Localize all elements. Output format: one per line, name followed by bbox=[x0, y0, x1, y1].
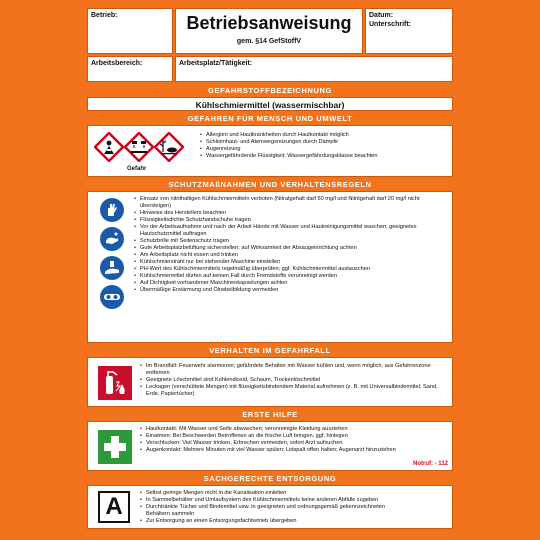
gefahrstoff-panel bbox=[87, 97, 453, 111]
gefahrstoff-name: Kühlschmiermittel (wassermischbar) bbox=[195, 100, 345, 110]
entsorgung-list bbox=[140, 490, 400, 525]
gefahren-panel bbox=[87, 125, 453, 177]
list-item: • PH-Wert des Kühlschmiermittels regelmäßig überprüfen; ggf. Kühlschmiermittel austauschen bbox=[134, 266, 450, 273]
erste-hilfe-list bbox=[140, 426, 450, 454]
health-hazard-icon bbox=[94, 132, 124, 162]
list-item: • Augenkontakt: Mehrere Minuten mit viel Wasser spülen; Lidspalt offen halten; Augenarzt hinzuziehen bbox=[140, 447, 450, 454]
brand-logo: Kroschke bbox=[398, 522, 426, 528]
list-item: • Einsatz von nitrithaltigen Kühlschmiermitteln verboten (Nitratgehalt darf 50 mg/l und Nitritgehalt darf 20 mg/l nicht übersteigen) bbox=[134, 196, 450, 210]
section-gefahren-heading: GEFAHREN FÜR MENSCH UND UMWELT bbox=[87, 113, 453, 124]
page-title: Betriebsanweisung bbox=[186, 13, 352, 33]
list-item: • Schutzbrille mit Seitenschutz tragen bbox=[134, 238, 450, 245]
list-item: • Flüssigkeitsdichte Schutzhandschuhe tragen bbox=[134, 217, 450, 224]
section-gefahrfall-heading: VERHALTEN IM GEFAHRFALL bbox=[87, 345, 453, 356]
gefahrfall-panel bbox=[87, 357, 453, 407]
list-item: • Vor der Arbeitsaufnahme und nach der Arbeit Hände mit Wasser und Hautreinigungsmittel waschen; geeignetes Hautschutzmittel auftragen bbox=[134, 224, 450, 238]
arbeitsplatz-box bbox=[175, 56, 453, 82]
list-item: • Augenreizung bbox=[200, 146, 450, 153]
first-aid-icon bbox=[98, 430, 132, 464]
list-item: • Geeignete Löschmittel sind Kohlendioxid, Schaum, Trockenlöschmittel bbox=[140, 377, 450, 384]
protective-cream-icon bbox=[100, 256, 124, 280]
section-schutz-heading: SCHUTZMAßNAHMEN UND VERHALTENSREGELN bbox=[87, 179, 453, 190]
list-item: • Im Brandfall: Feuerwehr alarmieren; gefährdete Behälter mit Wasser kühlen und, wenn möglich, aus Gefahrenzone entfernen bbox=[140, 363, 450, 377]
list-item: • Allergien und Hautkrankheiten durch Hautkontakt möglich bbox=[200, 132, 450, 139]
datum-box bbox=[365, 8, 453, 54]
betriebsanweisung-sheet bbox=[87, 8, 453, 532]
section-gefahrstoff-heading: GEFAHRSTOFFBEZEICHNUNG bbox=[87, 85, 453, 96]
datum-label: Datum: bbox=[369, 12, 394, 19]
list-item: • In Sammelbehälter und Umlaufsystem des Kühlschmiermittels keine anderen Abfälle zugeben bbox=[140, 497, 400, 504]
schutz-list bbox=[134, 196, 450, 294]
list-item: • Durchtränkte Tücher und Bindemittel usw. in geeigneten und ordnungsgemäß gekennzeichneten Behältern sammeln bbox=[140, 504, 400, 518]
page-subtitle: gem. §14 GefStoffV bbox=[236, 38, 302, 45]
list-item: • Auf Dichtigkeit vorhandener Maschinenkapselungen achten bbox=[134, 280, 450, 287]
list-item: • Leckagen (verschüttete Mengen) mit flüssigkeitsbindendem Material aufnehmen (z. B. mit Universalbindemittel, Sand, Erde, Papiertücher) bbox=[140, 384, 450, 398]
arbeitsbereich-label: Arbeitsbereich: bbox=[91, 60, 143, 67]
safety-goggles-icon bbox=[100, 285, 124, 309]
title-box bbox=[175, 8, 363, 54]
list-item: • Wassergefährdende Flüssigkeit; Wassergefährdungsklasse beachten bbox=[200, 153, 450, 160]
list-item: • Schleimhaut- und Atemwegsreizungen durch Dämpfe bbox=[200, 139, 450, 146]
list-item: • Gute Arbeitsplatzbelüftung sicherstellen; auf Wirksamkeit der Absaugeinrichtung achten bbox=[134, 245, 450, 252]
list-item: • Selbst geringe Mengen nicht in die Kanalisation einleiten bbox=[140, 490, 400, 497]
schutz-panel bbox=[87, 191, 453, 343]
list-item: • Übermäßige Erwärmung und Ölnebelbildung vermeiden bbox=[134, 287, 450, 294]
hand-wash-icon bbox=[100, 227, 124, 251]
erste-hilfe-panel bbox=[87, 421, 453, 471]
environment-hazard-icon bbox=[154, 132, 184, 162]
list-item: • Hinweise des Herstellers beachten bbox=[134, 210, 450, 217]
betrieb-box bbox=[87, 8, 173, 54]
list-item: • Hautkontakt: Mit Wasser und Seife abwaschen; verunreinigte Kleidung ausziehen bbox=[140, 426, 450, 433]
section-erste-hilfe-heading: ERSTE HILFE bbox=[87, 409, 453, 420]
corrosive-icon bbox=[124, 132, 154, 162]
gefahren-list bbox=[200, 132, 450, 160]
list-item: • Am Arbeitsplatz nicht essen und trinken bbox=[134, 252, 450, 259]
emergency-number: Notruf: - 112 bbox=[412, 461, 448, 467]
betrieb-label: Betrieb: bbox=[91, 12, 118, 19]
unterschrift-label: Unterschrift: bbox=[369, 21, 412, 28]
list-item: • Kühlschmiermittel dürfen auf keinen Fall durch Fremdstoffe verunreinigt werden bbox=[134, 273, 450, 280]
gloves-icon bbox=[100, 198, 124, 222]
list-item: • Einatmen: Bei Beschwerden Betroffenen an die frische Luft bringen, ggf. hinlegen bbox=[140, 433, 450, 440]
signal-word: Gefahr bbox=[127, 166, 147, 172]
list-item: • Zur Entsorgung an einen Entsorgungsfachbetrieb übergeben bbox=[140, 518, 400, 525]
section-entsorgung-heading: SACHGERECHTE ENTSORGUNG bbox=[87, 473, 453, 484]
fire-extinguisher-icon bbox=[98, 366, 132, 400]
gefahrfall-list bbox=[140, 363, 450, 398]
arbeitsplatz-label: Arbeitsplatz/Tätigkeit: bbox=[179, 60, 253, 67]
disposal-a-icon: A bbox=[98, 491, 130, 523]
list-item: • Kühlschmierstrahl nur bei stehender Maschine einstellen bbox=[134, 259, 450, 266]
header bbox=[87, 8, 453, 74]
list-item: • Verschlucken: Viel Wasser trinken, Erbrechen vermeiden, sofort Arzt aufsuchen bbox=[140, 440, 450, 447]
arbeitsbereich-box bbox=[87, 56, 173, 82]
